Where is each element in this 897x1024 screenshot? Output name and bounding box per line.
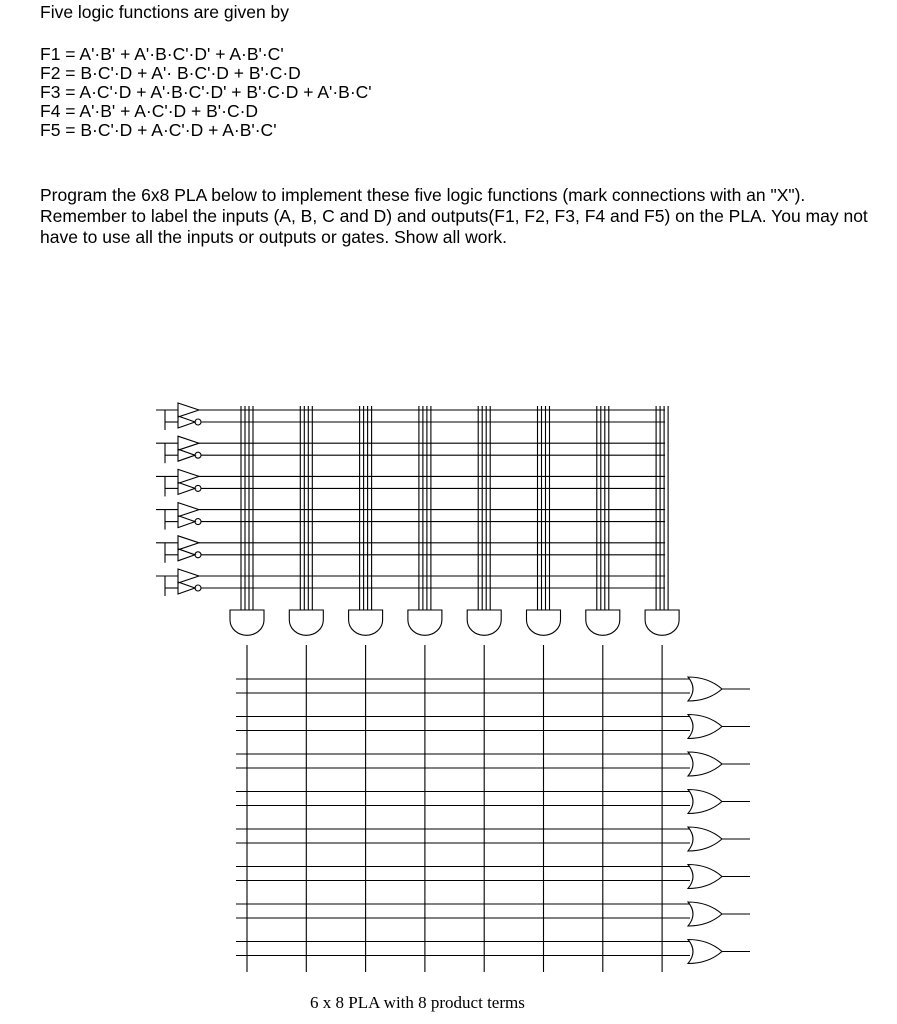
or-gate-icon bbox=[688, 752, 722, 776]
and-gate-icon bbox=[289, 610, 323, 635]
and-gate-icon bbox=[586, 610, 620, 635]
buffer-icon bbox=[178, 403, 199, 417]
inverter-icon bbox=[178, 582, 195, 594]
and-gate-icon bbox=[467, 610, 501, 635]
pla-caption: 6 x 8 PLA with 8 product terms bbox=[310, 993, 525, 1012]
equation-f5: F5 = B·C'·D + A·C'·D + A·B'·C' bbox=[40, 120, 277, 140]
and-gate-icon bbox=[349, 610, 383, 635]
pla-and-array bbox=[199, 406, 668, 610]
or-gate-icon bbox=[688, 940, 722, 964]
or-gate-icon bbox=[688, 865, 722, 889]
equation-f3: F3 = A·C'·D + A'·B·C'·D' + B'·C·D + A'·B·C' bbox=[40, 82, 372, 102]
pla-input-section bbox=[156, 403, 201, 596]
inverter-icon bbox=[178, 416, 195, 428]
pla-or-gates bbox=[688, 677, 750, 964]
equation-f1: F1 = A'·B' + A'·B·C'·D' + A·B'·C' bbox=[40, 44, 284, 64]
pla-and-gates bbox=[230, 610, 679, 635]
inverter-icon bbox=[178, 482, 195, 494]
and-gate-icon bbox=[645, 610, 679, 635]
or-gate-icon bbox=[688, 715, 722, 739]
or-gate-icon bbox=[688, 677, 722, 701]
and-gate-icon bbox=[527, 610, 561, 635]
inverter-icon bbox=[178, 549, 195, 561]
or-gate-icon bbox=[688, 827, 722, 851]
inverter-icon bbox=[178, 449, 195, 461]
pla-or-array bbox=[236, 645, 690, 972]
or-gate-icon bbox=[688, 902, 722, 926]
buffer-icon bbox=[178, 503, 199, 517]
buffer-icon bbox=[178, 469, 199, 483]
buffer-icon bbox=[178, 436, 199, 450]
intro-text: Five logic functions are given by bbox=[40, 2, 290, 22]
or-gate-icon bbox=[688, 790, 722, 814]
buffer-icon bbox=[178, 536, 199, 550]
equation-f2: F2 = B·C'·D + A'· B·C'·D + B'·C·D bbox=[40, 63, 301, 83]
instructions-text: Program the 6x8 PLA below to implement these five logic functions (mark connections with an "X"). Remember to label the inputs (A, B, C and D) and outputs(F1, F2, F3, F4 and F5) on the PLA. You may not have to use all the inputs or outputs or gates. Show all work. bbox=[40, 185, 868, 247]
equation-f4: F4 = A'·B' + A·C'·D + B'·C·D bbox=[40, 101, 259, 121]
buffer-icon bbox=[178, 569, 199, 583]
inverter-icon bbox=[178, 516, 195, 528]
and-gate-icon bbox=[408, 610, 442, 635]
and-gate-icon bbox=[230, 610, 264, 635]
